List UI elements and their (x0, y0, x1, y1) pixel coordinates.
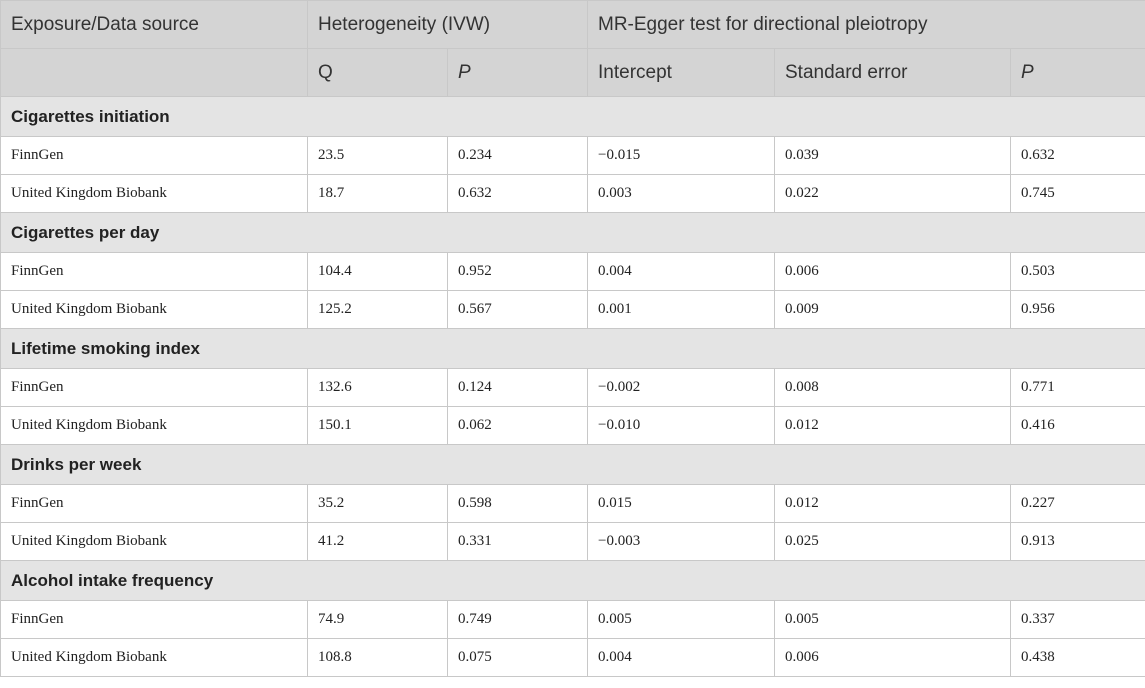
standard-error-cell: 0.012 (775, 485, 1011, 523)
standard-error-cell: 0.012 (775, 407, 1011, 445)
group-row (1, 329, 1145, 369)
data-source-cell: FinnGen (1, 485, 308, 523)
p-cell: 0.632 (448, 175, 588, 213)
group-row (1, 213, 1145, 253)
data-source-cell: FinnGen (1, 601, 308, 639)
standard-error-cell: 0.008 (775, 369, 1011, 407)
data-source-cell: United Kingdom Biobank (1, 407, 308, 445)
p-cell: 0.331 (448, 523, 588, 561)
standard-error-cell: 0.022 (775, 175, 1011, 213)
table-row (1, 291, 1145, 329)
q-cell: 35.2 (308, 485, 448, 523)
group-title: Drinks per week (1, 445, 1145, 485)
intercept-cell: 0.005 (588, 601, 775, 639)
egger-p-cell: 0.416 (1011, 407, 1145, 445)
q-cell: 132.6 (308, 369, 448, 407)
q-cell: 150.1 (308, 407, 448, 445)
header-intercept: Intercept (588, 49, 775, 97)
table-row (1, 175, 1145, 213)
header-standard-error: Standard error (775, 49, 1011, 97)
table-row (1, 407, 1145, 445)
egger-p-cell: 0.632 (1011, 137, 1145, 175)
egger-p-cell: 0.745 (1011, 175, 1145, 213)
p-cell: 0.952 (448, 253, 588, 291)
table-body (1, 97, 1145, 677)
q-cell: 41.2 (308, 523, 448, 561)
intercept-cell: −0.010 (588, 407, 775, 445)
group-title: Lifetime smoking index (1, 329, 1145, 369)
intercept-cell: 0.004 (588, 253, 775, 291)
standard-error-cell: 0.039 (775, 137, 1011, 175)
p-cell: 0.062 (448, 407, 588, 445)
standard-error-cell: 0.006 (775, 639, 1011, 677)
table-header (1, 1, 1145, 97)
table-row (1, 601, 1145, 639)
standard-error-cell: 0.006 (775, 253, 1011, 291)
p-cell: 0.598 (448, 485, 588, 523)
q-cell: 125.2 (308, 291, 448, 329)
egger-p-cell: 0.337 (1011, 601, 1145, 639)
header-q: Q (308, 49, 448, 97)
header-exposure: Exposure/Data source (1, 1, 308, 49)
table-row (1, 485, 1145, 523)
table-row (1, 253, 1145, 291)
q-cell: 23.5 (308, 137, 448, 175)
group-row (1, 561, 1145, 601)
group-row (1, 97, 1145, 137)
header-empty (1, 49, 308, 97)
q-cell: 104.4 (308, 253, 448, 291)
intercept-cell: 0.015 (588, 485, 775, 523)
intercept-cell: −0.015 (588, 137, 775, 175)
standard-error-cell: 0.025 (775, 523, 1011, 561)
intercept-cell: 0.001 (588, 291, 775, 329)
egger-p-cell: 0.913 (1011, 523, 1145, 561)
egger-p-cell: 0.956 (1011, 291, 1145, 329)
p-cell: 0.749 (448, 601, 588, 639)
group-title: Cigarettes per day (1, 213, 1145, 253)
intercept-cell: 0.003 (588, 175, 775, 213)
standard-error-cell: 0.009 (775, 291, 1011, 329)
q-cell: 108.8 (308, 639, 448, 677)
data-source-cell: FinnGen (1, 253, 308, 291)
p-cell: 0.567 (448, 291, 588, 329)
egger-p-cell: 0.227 (1011, 485, 1145, 523)
q-cell: 18.7 (308, 175, 448, 213)
table-row (1, 369, 1145, 407)
data-source-cell: United Kingdom Biobank (1, 291, 308, 329)
data-source-cell: United Kingdom Biobank (1, 639, 308, 677)
group-title: Alcohol intake frequency (1, 561, 1145, 601)
table-row (1, 137, 1145, 175)
data-source-cell: United Kingdom Biobank (1, 175, 308, 213)
p-cell: 0.234 (448, 137, 588, 175)
group-row (1, 445, 1145, 485)
q-cell: 74.9 (308, 601, 448, 639)
header-p: P (448, 49, 588, 97)
header-row-2 (1, 49, 1145, 97)
standard-error-cell: 0.005 (775, 601, 1011, 639)
intercept-cell: −0.002 (588, 369, 775, 407)
header-egger-p: P (1011, 49, 1145, 97)
group-title: Cigarettes initiation (1, 97, 1145, 137)
header-row-1 (1, 1, 1145, 49)
header-heterogeneity: Heterogeneity (IVW) (308, 1, 588, 49)
data-source-cell: FinnGen (1, 137, 308, 175)
intercept-cell: −0.003 (588, 523, 775, 561)
egger-p-cell: 0.503 (1011, 253, 1145, 291)
egger-p-cell: 0.438 (1011, 639, 1145, 677)
data-source-cell: United Kingdom Biobank (1, 523, 308, 561)
table-row (1, 639, 1145, 677)
table-row (1, 523, 1145, 561)
p-cell: 0.075 (448, 639, 588, 677)
intercept-cell: 0.004 (588, 639, 775, 677)
data-source-cell: FinnGen (1, 369, 308, 407)
header-mr-egger: MR-Egger test for directional pleiotropy (588, 1, 1145, 49)
egger-p-cell: 0.771 (1011, 369, 1145, 407)
p-cell: 0.124 (448, 369, 588, 407)
